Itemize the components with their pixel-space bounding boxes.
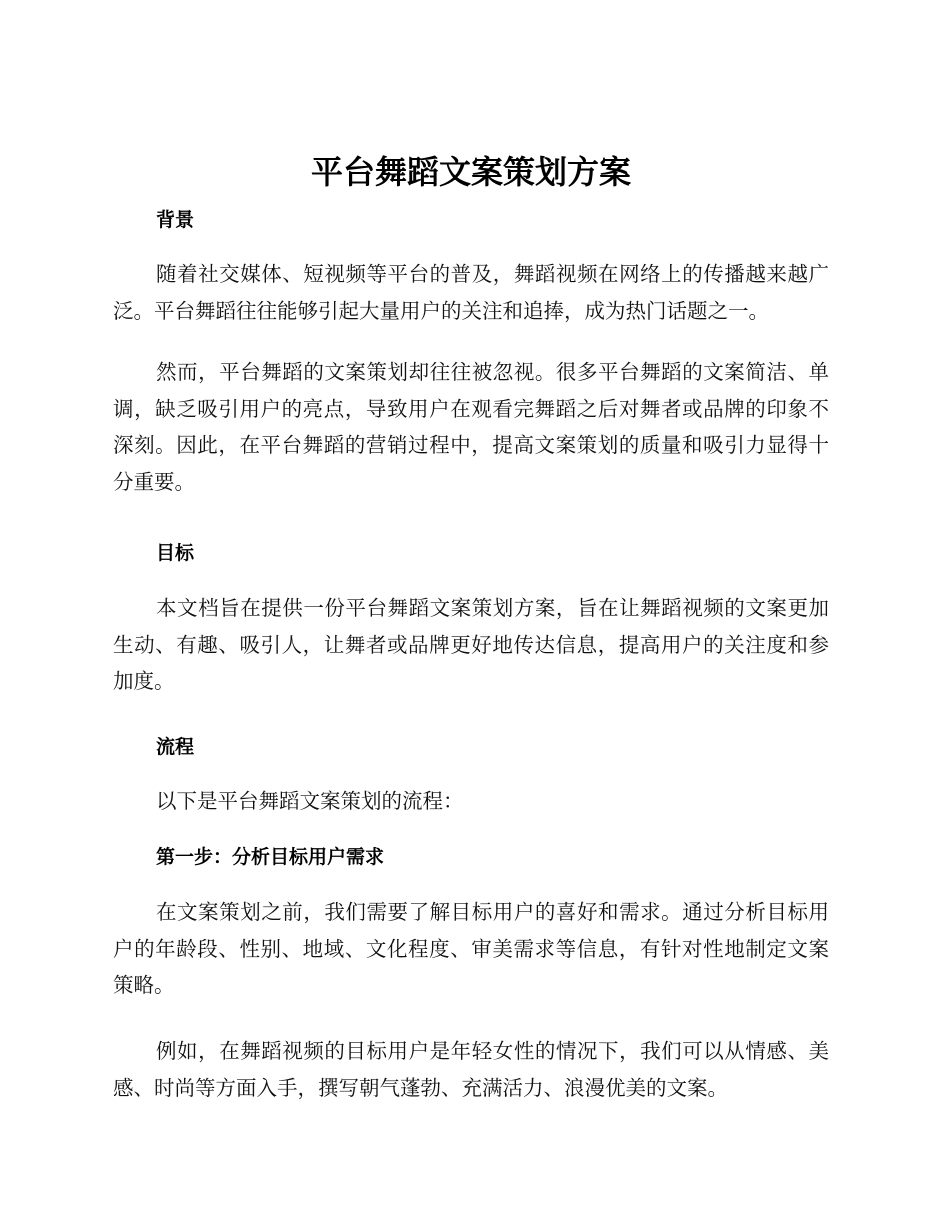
paragraph-goal-1: 本文档旨在提供一份平台舞蹈文案策划方案，旨在让舞蹈视频的文案更加生动、有趣、吸引人，让舞者或品牌更好地传达信息，提高用户的关注度和参加度。 [113, 596, 829, 693]
section-heading-goal: 目标 [156, 542, 195, 564]
section-heading-background: 背景 [156, 209, 195, 231]
paragraph-background-1: 随着社交媒体、短视频等平台的普及，舞蹈视频在网络上的传播越来越广泛。平台舞蹈往往能够引起大量用户的关注和追捧，成为热门话题之一。 [113, 262, 829, 323]
section-heading-process: 流程 [156, 736, 195, 758]
paragraph-process-intro: 以下是平台舞蹈文案策划的流程： [156, 789, 464, 813]
step-heading-1: 第一步：分析目标用户需求 [156, 846, 385, 868]
document-title: 平台舞蹈文案策划方案 [310, 153, 631, 191]
paragraph-step1-2: 例如，在舞蹈视频的目标用户是年轻女性的情况下，我们可以从情感、美感、时尚等方面入手，撰写朝气蓬勃、充满活力、浪漫优美的文案。 [113, 1039, 829, 1100]
paragraph-step1-1: 在文案策划之前，我们需要了解目标用户的喜好和需求。通过分析目标用户的年龄段、性别、地域、文化程度、审美需求等信息，有针对性地制定文案策略。 [113, 900, 829, 997]
paragraph-background-2: 然而，平台舞蹈的文案策划却往往被忽视。很多平台舞蹈的文案简洁、单调，缺乏吸引用户的亮点，导致用户在观看完舞蹈之后对舞者或品牌的印象不深刻。因此，在平台舞蹈的营销过程中，提高文案策划的质量和吸引力显得十分重要。 [113, 360, 829, 494]
